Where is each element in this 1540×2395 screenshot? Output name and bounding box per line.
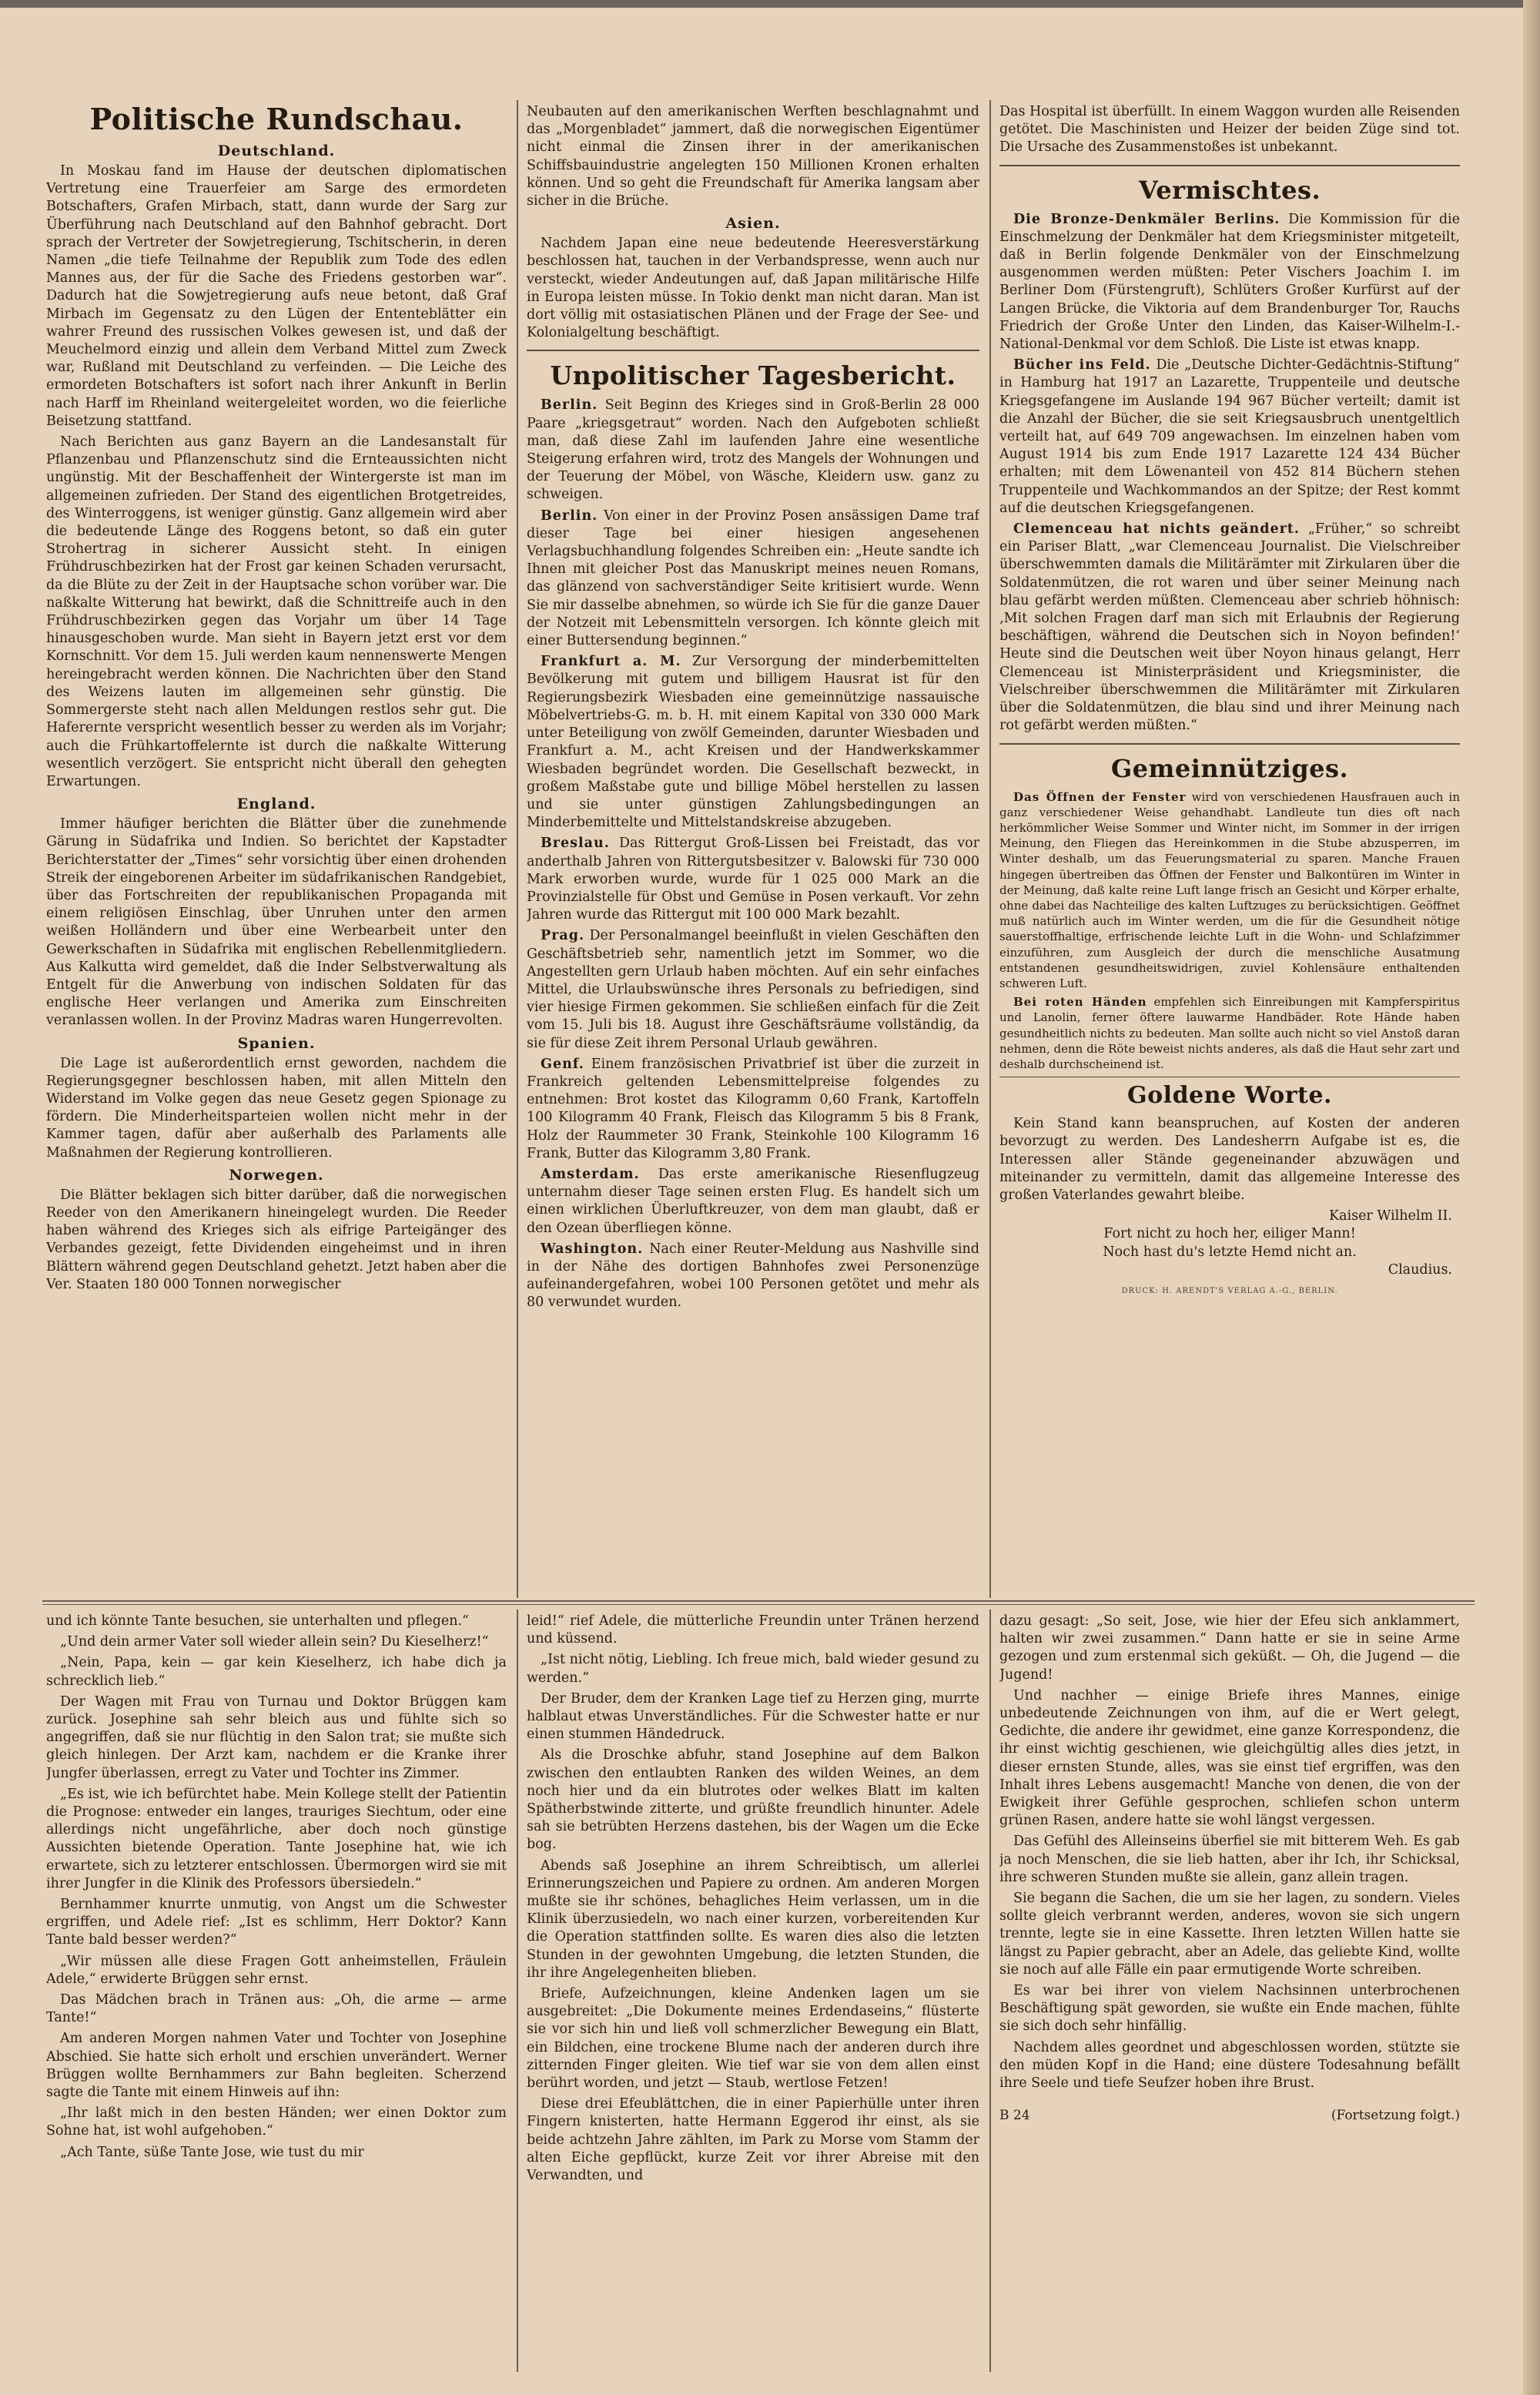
page-mark: B 24 [999, 2108, 1030, 2124]
article-paragraph: Immer häufiger berichten die Blätter über die zunehmende Gärung in Südafrika und Indien. So berichtet der Kapstadter Berichterstatter der „Times“ sehr vorsichtig über einen drohenden Streik der eingeborenen Arbeiter im südafrikanischen Randgebiet, über das Fortschreiten der republikanischen Propaganda mit einem religiösen Einschlag, über Unruhen unter den armen weißen Holländern und über eine Werbearbeit unter den Gewerkschaften in Südafrika mit englischen Rebellenmitgliedern. Aus Kalkutta wird gemeldet, daß die Inder Selbstverwaltung als Entgelt für die Anwerbung von indischen Soldaten für das englische Heer verlangen und Amerika zum Einschreiten veranlassen wollen. In der Provinz Madras waren Hungerrevolten. [46, 816, 507, 1029]
serial-paragraph: Am anderen Morgen nahmen Vater und Tochter von Josephine Abschied. Sie hatte sich erholt und erschien unverändert. Werner Brüggen wollte Bernhammers zur Bahn begleiten. Scherzend sagte die Tante mit einem Hinweis auf ihn: [46, 2031, 507, 2101]
news-item [999, 521, 1460, 735]
page-right-edge [1523, 0, 1540, 2395]
news-text: „Früher,“ so schreibt ein Pariser Blatt, „war Clemenceau Journalist. Die Vielschreiber überschwemmten damals die Militärämter mit Zirkularen über die Soldatenmützen, die rot waren und über seiner Meinung nach blau gefärbt werden müßten. Clemenceau aber schrieb höhnisch: ‚Mit solchen Fragen darf man sich mit Erlaubnis der Regierung beschäftigen, während die Deutschen sich in Noyon befinden!‘ Heute sind die Deutschen weit über Noyon hinaus gelangt, Herr Clemenceau ist Ministerpräsident und Kriegsminister, die Vielschreiber überschwemmen die Militärämter mit Zirkularen über die Soldatenmützen, die blau sind und ihrer Meinung nach rot gefärbt werden müßten.“ [999, 521, 1460, 734]
serial-divider [42, 1604, 1475, 1605]
serial-column-1 [46, 1613, 507, 2375]
serial-divider [42, 1600, 1475, 1602]
article-paragraph: Das Hospital ist überfüllt. In einem Waggon wurden alle Reisenden getötet. Die Maschinisten und Heizer der beiden Züge sind tot. Die Ursache des Zusammenstoßes ist unbekannt. [999, 104, 1460, 156]
news-text: Seit Beginn des Krieges sind in Groß-Berlin 28 000 Paare „kriegsgetraut“ worden. Nach den Aufgeboten schließt man, daß diese Zahl im laufenden Jahre eine wesentliche Steigerung erfahren wird, trotz des Mangels der Wohnungen und der Teuerung der Möbel, von Wäsche, Kleidern usw. ganz zu schweigen. [527, 397, 979, 503]
article-paragraph: Neubauten auf den amerikanischen Werften beschlagnahmt und das „Morgenbladet“ jammert, daß die norwegischen Eigentümer nicht einmal die Zinsen ihrer in der amerikanischen Schiffsbauindustrie angelegten 150 Millionen Kronen erhalten können. Und so geht die Freundschaft für Amerika langsam aber sicher in die Brüche. [527, 104, 979, 209]
article-paragraph: Nach Berichten aus ganz Bayern an die Landesanstalt für Pflanzenbau und Pflanzenschutz sind die Ernteaussichten nicht ungünstig. Mit der Beschaffenheit der Wintergerste ist man im allgemeinen zufrieden. Der Stand des eigentlichen Brotgetreides, des Winterroggens, ist weniger günstig. Ganz allgemein wird aber die bedeutende Länge des Roggens betont, so daß ein guter Strohertrag in sicherer Aussicht steht. In einigen Frühdruschbezirken hat der Frost gar keinen Schaden verursacht, da die Blüte zu der Zeit in der Hauptsache schon vorüber war. Die naßkalte Witterung hat bewirkt, daß die Schnittreife auch in den Frühdruschbezirken gegen das Vorjahr um über 14 Tage hinausgeschoben wurde. Man sieht in Bayern jetzt erst vor dem Kornschnitt. Vor dem 15. Juli werden kaum nennenswerte Mengen hereingebracht werden können. Die Nachrichten über den Stand des Weizens lauten im allgemeinen sehr günstig. Die Sommergerste steht nach allen Meldungen restlos sehr gut. Die Haferernte verspricht wesentlich besser zu werden als im Vorjahr; auch die Frühkartoffelernte ist durch die naßkalte Witterung wesentlich verzögert. Sie entspricht nicht überall den gehegten Erwartungen. [46, 434, 507, 789]
section-divider [527, 350, 979, 351]
serial-column-3 [999, 1613, 1460, 2375]
subsection-heading: Norwegen. [229, 1166, 324, 1184]
serial-paragraph: Und nachher — einige Briefe ihres Mannes, einige unbedeutende Zeichnungen von ihm, auf die er Wert gelegt, Gedichte, die andere ihr gewidmet, eine ganze Korrespondenz, die ihr einst wichtig geschienen, wie gleichgültig alles dies jetzt, in dieser ernsten Stunde, alles, was sie einst tief ergriffen, was den Inhalt ihres Lebens ausgemacht! Manche von denen, die von der Ewigkeit ihrer Gefühle gesprochen, schliefen schon unterm grünen Rasen, andere hatte sie wohl längst vergessen. [999, 1687, 1460, 1829]
column-rule [989, 100, 991, 1598]
news-text: Von einer in der Provinz Posen ansässigen Dame traf dieser Tage bei einer hiesigen angesehenen Verlagsbuchhandlung folgendes Schreiben ein: „Heute sandte ich Ihnen mit gleicher Post das Manuskript meines neuen Romans, das glänzend von sachverständiger Seite kritisiert wurde. Wenn Sie mir dasselbe abnehmen, so würde ich Sie für die ganze Dauer der Notzeit mit Lebensmitteln versorgen. Ich könnte gleich mit einer Buttersendung beginnen.“ [527, 507, 979, 649]
item-heading: Bei roten Händen [1013, 995, 1147, 1010]
dateline: Amsterdam. [541, 1166, 640, 1182]
dateline: Prag. [541, 928, 585, 944]
news-text: Die „Deutsche Dichter-Gedächtnis-Stiftung“ in Hamburg hat 1917 an Lazarette, Truppenteile und deutsche Kriegsgefangene im Auslande 194 967 Bücher verteilt; damit ist die Anzahl der Bücher, die sie seit Kriegsausbruch unentgeltlich verteilt hat, auf 649 709 angewachsen. Im einzelnen haben vom August 1914 bis zum Ende 1917 Lazarette 124 434 Bücher erhalten; mit dem Löwenanteil von 452 814 Büchern stehen Truppenteile und Wachkommandos an der Spitze; der Rest kommt auf die deutschen Kriegsgefangenen. [999, 357, 1460, 516]
column-rule [989, 1610, 991, 2372]
news-text: Das Rittergut Groß-Lissen bei Freistadt, das vor anderthalb Jahren von Rittergutsbesitzer v. Balowski für 730 000 Mark erworben wurde, wurde für 1 025 000 Mark an die Provinzialstelle für Obst und Gemüse in Posen verkauft. Vor zehn Jahren wurde das Rittergut mit 100 000 Mark bezahlt. [527, 836, 979, 923]
serial-paragraph: Das Mädchen brach in Tränen aus: „Oh, die arme — arme Tante!“ [46, 1992, 507, 2026]
serial-paragraph: „Ist nicht nötig, Liebling. Ich freue mich, bald wieder gesund zu werden.“ [527, 1652, 979, 1686]
news-item [527, 1241, 979, 1312]
subsection-heading: Spanien. [237, 1034, 316, 1052]
section-title: Gemeinnütziges. [1110, 753, 1349, 783]
news-text: Zur Versorgung der minderbemittelten Bevölkerung mit gutem und billigem Hausrat ist für den Regierungsbezirk Wiesbaden eine gemeinnützige nassauische Möbelvertriebs-G. m. b. H. mit einem Kapital von 330 000 Mark unter Beteiligung von zwölf Gemeinden, darunter Wiesbaden und Frankfurt a. M., acht Kreisen und der Handwerkskammer Wiesbaden begründet worden. Die Gesellschaft bezweckt, in großem Maßstabe gute und billige Möbel herstellen zu lassen und sie unter günstigen Zahlungsbedingungen an Minderbemittelte und Mittelstandskreise abzugeben. [527, 654, 979, 831]
subsection-heading: Deutschland. [217, 142, 336, 159]
serial-paragraph: Nachdem alles geordnet und abgeschlossen worden, stützte sie den müden Kopf in die Hand; eine düstere Todesahnung befällt ihre Seele und tiefe Seufzer hoben ihre Brust. [999, 2039, 1460, 2092]
serial-paragraph: Der Bruder, dem der Kranken Lage tief zu Herzen ging, murrte halblaut etwas Unverständliches. Für die Schwester hatte er nur einen stummen Händedruck. [527, 1690, 979, 1743]
serial-paragraph: Diese drei Efeublättchen, die in einer Papierhülle unter ihren Fingern knisterten, hatte Hermann Eggerod ihr einst, als sie beide achtzehn Jahre zählten, im Park zu Morse vom Stamm der alten Eiche gepflückt, kurze Zeit vor ihrer Abreise mit den Verwandten, und [527, 2096, 979, 2184]
news-text: Nach einer Reuter-Meldung aus Nashville sind in der Nähe des dortigen Bahnhofes zwei Personenzüge aufeinandergefahren, wobei 100 Personen getötet und mehr als 80 verwundet wurden. [527, 1241, 979, 1311]
serial-paragraph: „Wir müssen alle diese Fragen Gott anheimstellen, Fräulein Adele,“ erwiderte Brüggen sehr ernst. [46, 1953, 507, 1987]
serial-paragraph: Sie begann die Sachen, die um sie her lagen, zu sondern. Vieles sollte gleich verbrannt werden, anderes, wovon sie sich ungern trennte, legte sie in eine Kassette. Ihren letzten Willen hatte sie längst zu Papier gebracht, aber an Adele, das geliebte Kind, wollte sie noch auf alle Fälle ein paar ermutigende Worte schreiben. [999, 1891, 1460, 1978]
article-paragraph: Die Lage ist außerordentlich ernst geworden, nachdem die Regierungsgegner beschlossen haben, mit allen Mitteln den Widerstand im Volke gegen das neue Gesetz gegen Spionage zu fördern. Die Minderheitsparteien wollen nicht mehr in der Kammer tagen, dafür aber außerhalb des Parlaments alle Maßnahmen der Regierung kontrollieren. [46, 1055, 507, 1161]
serial-paragraph: „Es ist, wie ich befürchtet habe. Mein Kollege stellt der Patientin die Prognose: entweder ein langes, trauriges Siechtum, oder eine allerdings nicht ungefährliche, aber doch noch günstige Aussichten bietende Operation. Tante Josephine hat, wie ich erwartete, sich zu letzterer entschlossen. Übermorgen wird sie mit ihrer Jungfer in die Klinik des Professors übersiedeln.“ [46, 1786, 507, 1891]
news-item [527, 397, 979, 504]
article-paragraph: Nachdem Japan eine neue bedeutende Heeresverstärkung beschlossen hat, tauchen in der Verbandspresse, wenn auch nur versteckt, wieder Andeutungen auf, daß Japan militärische Hilfe in Europa leisten müsse. In Tokio denkt man nicht daran. Man ist dort völlig mit ostasiatischen Plänen und der Frage der See- und Kolonialgeltung beschäftigt. [527, 236, 979, 341]
serial-paragraph: Der Wagen mit Frau von Turnau und Doktor Brüggen kam zurück. Josephine sah sehr bleich aus und fühlte sich so angegriffen, daß sie nur flüchtig in den Salon trat; sie mußte sich gleich hinlegen. Der Arzt kam, nachdem er die Kranke ihrer Jungfer überlassen, erregt zu Vater und Tochter ins Zimmer. [46, 1693, 507, 1781]
section-divider [999, 165, 1460, 166]
news-item [527, 1056, 979, 1163]
continuation-note: (Fortsetzung folgt.) [1331, 2108, 1460, 2124]
subsection-heading: England. [236, 796, 316, 813]
news-item [527, 835, 979, 924]
item-heading: Das Öffnen der Fenster [1013, 789, 1187, 804]
serial-paragraph: Briefe, Aufzeichnungen, kleine Andenken lagen um sie ausgebreitet: „Die Dokumente meines Erdendaseins,“ flüsterte sie vor sich hin und ließ voll schmerzlicher Bewegung ein Blatt, ein Bildchen, eine trockene Blume nach der anderen durch ihre zitternden Finger gleiten. Wie tief war sie von dem allen einst berührt worden, und jetzt — Staub, wertlose Fetzen! [527, 1986, 979, 2092]
quote-attribution: Kaiser Wilhelm II. [1328, 1208, 1452, 1224]
dateline: Frankfurt a. M. [541, 654, 681, 670]
serial-paragraph: „Ach Tante, süße Tante Jose, wie tust du mir [60, 2144, 364, 2160]
article-paragraph: Kein Stand kann beanspruchen, auf Kosten der anderen bevorzugt zu werden. Des Landesherrn Aufgabe ist es, die Interessen aller Stände gegeneinander abzuwägen und miteinander zu vermitteln, damit das allgemeine Interesse des großen Vaterlandes gewahrt bleibe. [999, 1116, 1460, 1203]
news-text: Einem französischen Privatbrief ist über die zurzeit in Frankreich geltenden Lebensmittelpreise folgendes zu entnehmen: Brot kostet das Kilogramm 0,60 Frank, Kartoffeln 100 Kilogramm 40 Frank, Fleisch das Kilogramm 5 bis 8 Frank, Holz der Raummeter 30 Frank, Steinkohle 100 Kilogramm 16 Frank, Butter das Kilogramm 3,80 Frank. [527, 1056, 979, 1161]
news-item [999, 994, 1460, 1072]
quote-attribution: Claudius. [1388, 1261, 1452, 1278]
serial-paragraph: Abends saß Josephine an ihrem Schreibtisch, um allerlei Erinnerungszeichen und Papiere zu ordnen. Am anderen Morgen mußte sie ihr schönes, behagliches Heim verlassen, um in die Klinik überzusiedeln, wo nach einer kurzen, vorbereitenden Kur die Operation stattfinden sollte. Es waren dies also die letzten Stunden in der gewohnten Umgebung, die letzten Stunden, die ihr ihre Angelegenheiten blieben. [527, 1857, 979, 1981]
serial-column-2 [527, 1613, 979, 2375]
article-paragraph: In Moskau fand im Hause der deutschen diplomatischen Vertretung eine Trauerfeier am Sarge des ermordeten Botschafters, Grafen Mirbach, statt, dann wurde der Sarg zur Überführung nach Deutschland auf den Bahnhof gebracht. Dort sprach der Vertreter der Sowjetregierung, Tschitscherin, in deren Namen „die tiefe Teilnahme der Republik zum Tode des edlen Mannes aus, der für die Sache des Friedens gestorben war“. Dadurch hat die Sowjetregierung aufs neue betont, daß Graf Mirbach im Gegensatz zu den Lügen der Ententeblätter ein wahrer Freund des russischen Volkes gewesen ist, und daß der Meuchelmord einzig und allein dem Verband Mittel zum Zweck war, Rußland mit Deutschland zu verfeinden. — Die Leiche des ermordeten Botschafters ist sofort nach ihrer Ankunft in Berlin nach Harff im Rheinland weitergeleitet worden, wo die feierliche Beisetzung stattfand. [46, 163, 507, 429]
printer-imprint: DRUCK: H. ARENDT'S VERLAG A.-G., BERLIN. [1121, 1286, 1338, 1295]
serial-paragraph: leid!“ rief Adele, die mütterliche Freundin unter Tränen herzend und küssend. [527, 1613, 979, 1647]
news-item [527, 1166, 979, 1238]
serial-paragraph: „Und dein armer Vater soll wieder allein sein? Du Kieselherz!“ [60, 1634, 489, 1650]
news-text: Die Kommission für die Einschmelzung der Denkmäler hat dem Kriegsminister mitgeteilt, daß in Berlin folgende Denkmäler von der Einschmelzung ausgenommen werden müßten: Peter Vischers Joachim I. im Berliner Dom (Fürstengruft), Schlüters Großer Kurfürst auf der Langen Brücke, die Viktoria auf dem Brandenburger Tor, Rauchs Friedrich der Große Unter den Linden, das Kaiser-Wilhelm-I.-National-Denkmal vor dem Schloß. Die Liste ist etwas knapp. [999, 211, 1460, 353]
dateline: Berlin. [541, 397, 598, 414]
section-title: Politische Rundschau. [89, 102, 464, 136]
column-tagesbericht [527, 103, 979, 1597]
column-politische-rundschau [46, 99, 507, 1596]
section-title: Unpolitischer Tagesbericht. [550, 360, 956, 391]
news-text: wird von verschiedenen Hausfrauen auch in ganz verschiedener Weise gehandhabt. Landleute tun dies oft nach herkömmlicher Weise Sommer und Winter nicht, im Sommer in der irrigen Meinung, den Fliegen das Hereinkommen in die Stube abzusperren, im Winter deshalb, um das Feuerungsmaterial zu sparen. Manche Frauen hingegen übertreiben das Öffnen der Fenster und Balkontüren im Winter in der Meinung, daß kalte reine Luft lange frisch an Gesicht und Körper erhalte, ohne dabei das Nachteilige des kalten Luftzuges zu berücksichtigen. Geöffnet muß natürlich auch im Winter werden, um die für die Gesundheit nötige sauerstoffhaltige, erfrischende leichte Luft in die Wohn- und Schlafzimmer einzuführen, zum Ausgleich der durch die menschliche Ausatmung entstandenen gesundheitswidrigen, zuviel Kohlensäure enthaltenden schweren Luft. [999, 789, 1460, 990]
news-item [999, 357, 1460, 518]
column-rule [517, 100, 518, 1598]
news-text: Das erste amerikanische Riesenflugzeug unternahm dieser Tage seinen ersten Flug. Es handelt sich um einen wirklichen Überluftkreuzer, von dem man glaubt, daß er den Ozean überfliegen könne. [527, 1166, 979, 1236]
page-top-edge [0, 0, 1540, 8]
dateline: Washington. [541, 1241, 644, 1257]
news-item [527, 507, 979, 651]
serial-paragraph: dazu gesagt: „So seit, Jose, wie hier der Efeu sich anklammert, halten wir zwei zusammen.“ Dann hatte er sie in seine Arme gezogen und zum erstenmal sich geküßt. — Oh, die Jugend — die Jugend! [999, 1613, 1460, 1683]
news-item [527, 653, 979, 832]
serial-paragraph: und ich könnte Tante besuchen, sie unterhalten und pflegen.“ [46, 1613, 469, 1629]
gemeinnuetziges-block [999, 789, 1460, 1073]
dateline: Berlin. [541, 507, 598, 524]
quote-line: Noch hast du's letzte Hemd nicht an. [1103, 1244, 1357, 1260]
serial-paragraph: Bernhammer knurrte unmutig, von Angst um die Schwester ergriffen, und Adele rief: „Ist es schlimm, Herr Doktor? Kann Tante bald besser werden?“ [46, 1897, 507, 1948]
serial-paragraph: „Nein, Papa, kein — gar kein Kieselherz, ich habe dich ja schrecklich lieb.“ [46, 1655, 507, 1689]
article-paragraph: Die Blätter beklagen sich bitter darüber, daß die norwegischen Reeder von den Amerikanern hineingelegt wurden. Die Reeder haben während des Krieges sich als eifrige Parteigänger des Verbandes gezeigt, fette Dividenden eingeheimst und in ihren Blättern während gegen Deutschland gehetzt. Jetzt haben aber die Ver. Staaten 180 000 Tonnen norwegischer [46, 1187, 507, 1292]
section-divider [999, 743, 1460, 745]
news-item [999, 211, 1460, 354]
column-vermischtes [999, 103, 1460, 1597]
serial-footer [999, 2108, 1460, 2123]
column-rule [517, 1610, 518, 2372]
serial-paragraph: Es war bei ihrer von vielem Nachsinnen unterbrochenen Beschäftigung spät geworden, sie wußte ein Ende machen, fühlte sie sich doch sehr hinfällig. [999, 1983, 1460, 2035]
serial-paragraph: Als die Droschke abfuhr, stand Josephine auf dem Balkon zwischen den entlaubten Ranken des wilden Weines, an dem noch hier und da ein blutrotes oder welkes Blatt im kalten Spätherbstwinde zitterte, und grüßte freundlich hinunter. Adele sah sie betrübten Herzens dastehen, bis der Wagen um die Ecke bog. [527, 1747, 979, 1853]
item-heading: Bücher ins Feld. [1013, 357, 1151, 373]
item-heading: Die Bronze-Denkmäler Berlins. [1013, 211, 1281, 227]
news-text: empfehlen sich Einreibungen mit Kampferspiritus und Lanolin, ferner öftere lauwarme Handbäder. Rote Hände haben gesundheitlich nichts zu bedeuten. Man sollte auch nicht so viel Anstoß daran nehmen, denn die Röte beweist nichts anderes, als daß die Haut sehr zart und deshalb durchscheinend ist. [999, 995, 1460, 1071]
news-text: Der Personalmangel beeinflußt in vielen Geschäften den Geschäftsbetrieb sehr, namentlich jetzt im Sommer, wo die Angestellten gern Urlaub haben möchten. Auf ein sehr einfaches Mittel, die Urlaubswünsche ihres Personals zu befriedigen, sind vier hiesige Firmen gekommen. Sie schließen einfach für die Zeit vom 15. Juli bis 18. August ihre Geschäftsräume vollständig, da sie für diese Zeit ihrem Personal Urlaub gewähren. [527, 928, 979, 1051]
news-item [999, 789, 1460, 992]
section-title: Vermischtes. [1138, 175, 1321, 205]
subsection-heading: Asien. [725, 215, 781, 233]
serial-paragraph: Das Gefühl des Alleinseins überfiel sie mit bitterem Weh. Es gab ja noch Menschen, die sie lieb hatten, aber ihr Ich, ihr Schicksal, ihre schweren Stunden mußte sie allein, ganz allein tragen. [999, 1834, 1460, 1885]
section-title: Goldene Worte. [1127, 1082, 1332, 1110]
news-item [527, 927, 979, 1052]
quote-line: Fort nicht zu hoch her, eiliger Mann! [1103, 1226, 1356, 1242]
item-heading: Clemenceau hat nichts geändert. [1013, 521, 1300, 538]
dateline: Genf. [541, 1056, 584, 1072]
dateline: Breslau. [541, 836, 610, 852]
serial-paragraph: „Ihr laßt mich in den besten Händen; wer einen Doktor zum Sohne hat, ist wohl aufgehoben.“ [46, 2105, 507, 2139]
